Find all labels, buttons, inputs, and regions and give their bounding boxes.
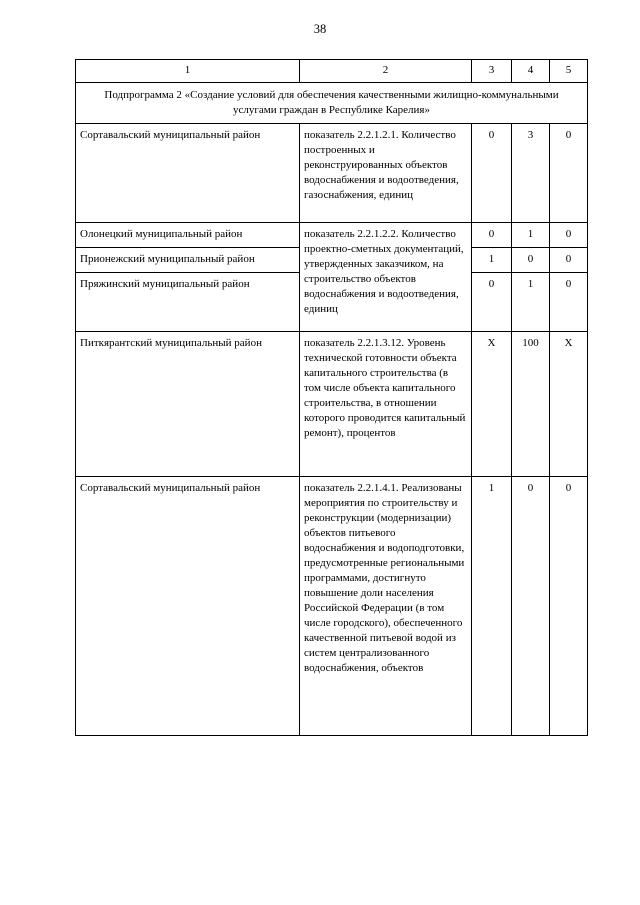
district-cell: Пряжинский муниципальный район [76,273,300,332]
value-col-5: 0 [550,273,588,332]
value-col-4: 0 [512,248,550,273]
table-row [76,332,588,477]
table-row [76,124,588,223]
value-col-3: 1 [472,477,512,736]
table-row [76,477,588,736]
header-col-3: 3 [472,60,512,83]
indicator-cell: показатель 2.2.1.4.1. Реализованы мероприятия по строительству и реконструкции (модернизации) объектов питьевого водоснабжения и водоподготовки, предусмотренные региональными программами, достигнуто повышение доли населения Российской Федерации (в том числе городского), обеспеченного качественной питьевой водой из систем централизованного водоснабжения, объектов [300,477,472,736]
district-cell: Питкярантский муниципальный район [76,332,300,477]
value-col-4: 1 [512,273,550,332]
subprogram-row [76,83,588,124]
value-col-5: Х [550,332,588,477]
value-col-3: 0 [472,124,512,223]
value-col-4: 0 [512,477,550,736]
district-cell: Прионежский муниципальный район [76,248,300,273]
district-cell: Олонецкий муниципальный район [76,223,300,248]
indicator-cell: показатель 2.2.1.2.2. Количество проектно-сметных документаций, утвержденных заказчиком, на строительство объектов водоснабжения и водоотведения, единиц [300,223,472,332]
value-col-3: 0 [472,223,512,248]
indicator-cell: показатель 2.2.1.3.12. Уровень технической готовности объекта капитального строительства (в том числе объекта капитального строительства, в отношении которого проводится капитальный ремонт), процентов [300,332,472,477]
value-col-5: 0 [550,124,588,223]
table-row [76,223,588,248]
header-col-4: 4 [512,60,550,83]
value-col-5: 0 [550,477,588,736]
value-col-5: 0 [550,223,588,248]
value-col-5: 0 [550,248,588,273]
indicator-cell: показатель 2.2.1.2.1. Количество построенных и реконструированных объектов водоснабжения и водоотведения, газоснабжения, единиц [300,124,472,223]
header-col-1: 1 [76,60,300,83]
header-col-2: 2 [300,60,472,83]
district-cell: Сортавальский муниципальный район [76,124,300,223]
value-col-4: 100 [512,332,550,477]
subprogram-title: Подпрограмма 2 «Создание условий для обеспечения качественными жилищно-коммунальными услугами граждан в Республике Карелия» [76,83,588,124]
indicators-table [75,59,588,736]
value-col-3: 0 [472,273,512,332]
value-col-3: 1 [472,248,512,273]
header-col-5: 5 [550,60,588,83]
value-col-4: 3 [512,124,550,223]
value-col-4: 1 [512,223,550,248]
value-col-3: Х [472,332,512,477]
page-number: 38 [313,22,327,36]
district-cell: Сортавальский муниципальный район [76,477,300,736]
header-row [76,60,588,83]
